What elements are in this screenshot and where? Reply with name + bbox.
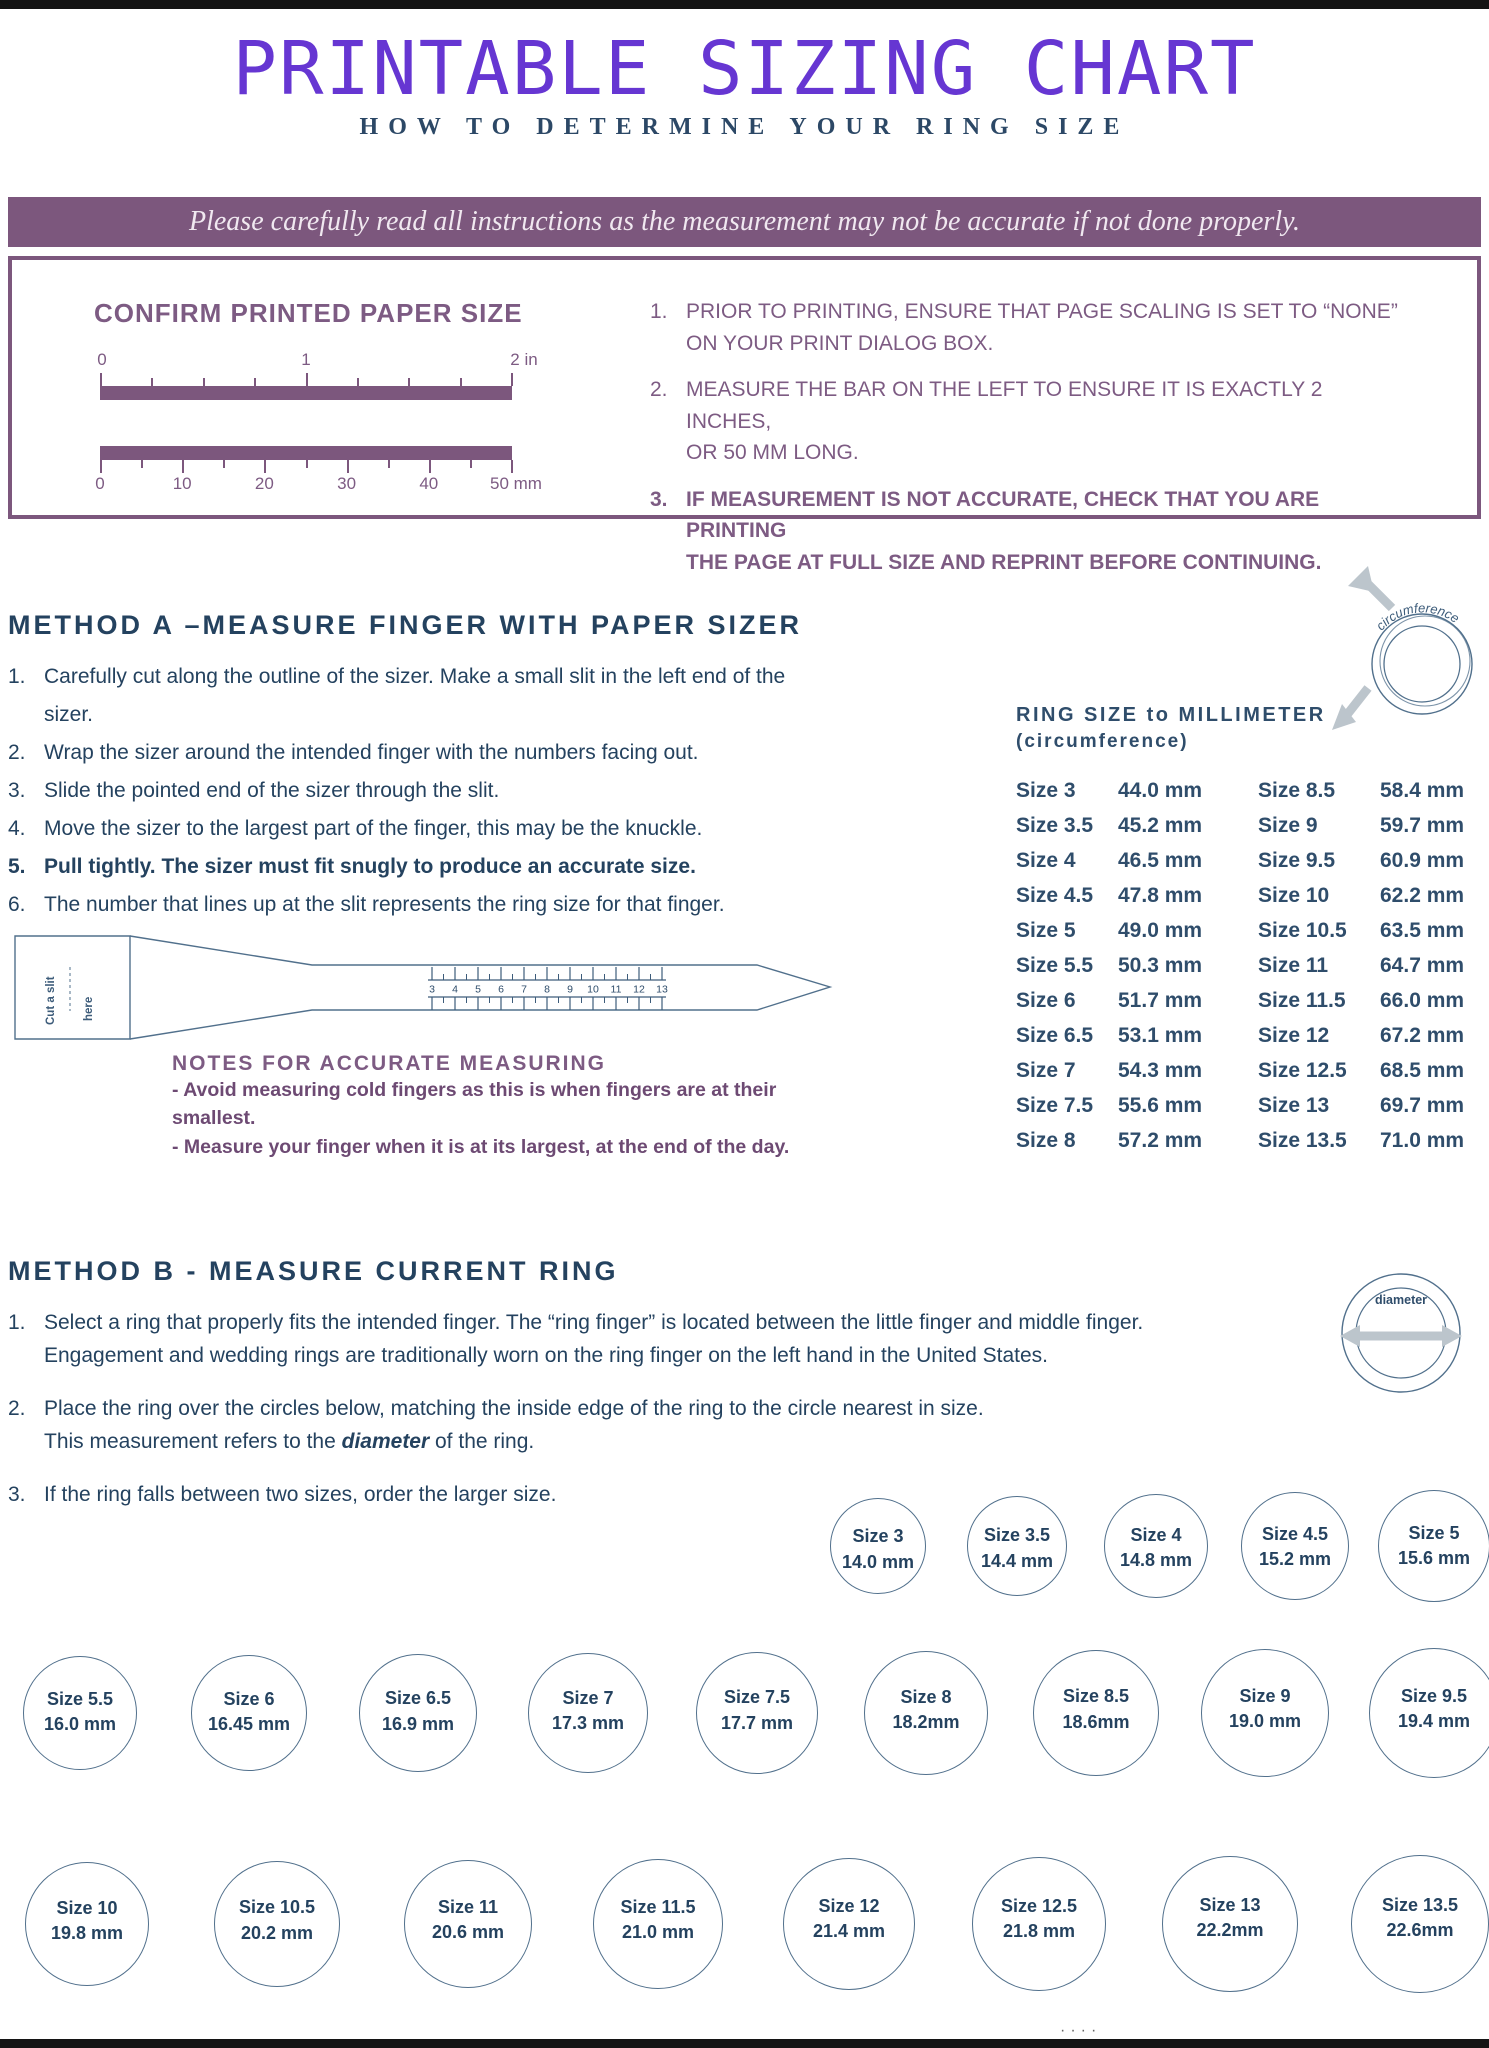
step-text: Wrap the sizer around the intended finger with the numbers facing out. (44, 741, 699, 764)
ring-circle-label (1242, 1522, 1348, 1572)
top-scan-bar (0, 0, 1489, 9)
step-number: 6. (8, 893, 26, 916)
ring-size-circle (404, 1860, 532, 1988)
ring-circle-size: Size 4 (1130, 1524, 1182, 1545)
ring-circle-mm: 14.0 mm (841, 1551, 915, 1572)
sizer-number: 7 (521, 983, 527, 996)
ring-circle-mm: 17.3 mm (551, 1713, 625, 1734)
ring-circle-mm: 19.4 mm (1397, 1710, 1471, 1731)
ring-size-circle (214, 1861, 340, 1987)
ruler-tick (141, 460, 143, 468)
sizer-ruler-scale (428, 967, 668, 1010)
ruler-tick (408, 378, 410, 386)
step-text (686, 484, 1410, 579)
ring-table-heading: RING SIZE to MILLIMETER (1016, 704, 1326, 726)
step-line: MEASURE THE BAR ON THE LEFT TO ENSURE IT IS EXACTLY 2 INCHES, (686, 378, 1323, 433)
method-b-heading: METHOD B - MEASURE CURRENT RING (8, 1256, 619, 1286)
ring-mm-cell: 58.4 mm (1380, 779, 1465, 802)
ring-size-circle (1369, 1648, 1489, 1778)
ring-size-circle (830, 1498, 926, 1594)
print-instruction-step (650, 374, 1410, 469)
ring-circle-mm: 17.7 mm (720, 1712, 794, 1733)
ring-circle-size: Size 10.5 (238, 1897, 316, 1918)
ring-circle-mm: 22.6mm (1386, 1919, 1454, 1940)
ring-circle-label (831, 1524, 925, 1574)
bottom-scan-bar (0, 2039, 1489, 2048)
ring-circle-mm: 14.8 mm (1119, 1549, 1193, 1570)
mm-ruler-bar (100, 446, 512, 460)
step-text (686, 296, 1398, 359)
ring-size-cell: Size 6.5 (1016, 1024, 1094, 1047)
ring-circle-size: Size 10 (56, 1897, 118, 1918)
ring-circle-size: Size 7.5 (723, 1687, 791, 1708)
inch-ruler-ticks (100, 372, 512, 386)
ruler-tick (306, 373, 308, 386)
paper-sizer-graphic (12, 933, 834, 1043)
ring-circle-size: Size 3 (852, 1526, 904, 1547)
ring-circle-label (865, 1685, 987, 1735)
ruler-tick (511, 460, 513, 473)
ring-size-cell: Size 4.5 (1016, 884, 1094, 907)
method-a-heading: METHOD A –MEASURE FINGER WITH PAPER SIZER (8, 610, 803, 640)
ring-circle-size: Size 8.5 (1062, 1686, 1130, 1707)
ring-size-circle (783, 1858, 915, 1990)
ring-circle-mm: 16.0 mm (43, 1714, 117, 1735)
mm-ruler-label: 50 mm (490, 474, 542, 493)
ring-mm-cell: 63.5 mm (1380, 919, 1465, 942)
circumference-label: circumference (1372, 600, 1463, 634)
sizer-number: 9 (567, 983, 573, 996)
ring-mm-cell: 64.7 mm (1380, 954, 1465, 977)
ring-circle-label (1034, 1684, 1158, 1734)
ruler-tick (254, 378, 256, 386)
ring-circle-mm: 20.2 mm (240, 1922, 314, 1943)
step-number: 1. (8, 1311, 26, 1334)
step-number: 2. (650, 378, 668, 401)
measuring-notes (172, 1052, 852, 1161)
step-text: Slide the pointed end of the sizer through the slit. (44, 779, 500, 802)
ring-size-circle (1351, 1855, 1489, 1993)
ruler-tick (203, 378, 205, 386)
step-number: 4. (8, 817, 26, 840)
mm-ruler-label: 40 (419, 474, 439, 493)
ring-size-cell: Size 13.5 (1258, 1129, 1347, 1152)
mm-ruler-labels (95, 474, 542, 494)
ring-size-circle (191, 1655, 307, 1771)
ring-circle-label (24, 1687, 136, 1737)
ring-size-circle (593, 1859, 723, 1989)
ring-size-cell: Size 10.5 (1258, 919, 1347, 942)
ring-circle-mm: 19.8 mm (50, 1923, 124, 1944)
ring-circle-label (360, 1686, 476, 1736)
ring-circle-label (594, 1895, 722, 1945)
ring-mm-cell: 59.7 mm (1380, 814, 1465, 837)
step-line: THE PAGE AT FULL SIZE AND REPRINT BEFORE CONTINUING. (686, 550, 1322, 574)
ruler-tick (460, 378, 462, 386)
step-text: Carefully cut along the outline of the sizer. Make a small slit in the left end of the sizer. (44, 665, 786, 726)
step-number: 2. (8, 741, 26, 764)
step-line: This measurement refers to the diameter of the ring. (44, 1430, 535, 1453)
ring-circle-mm: 16.9 mm (381, 1713, 455, 1734)
ring-mm-cell: 55.6 mm (1118, 1094, 1203, 1117)
ring-circle-label (1105, 1523, 1207, 1573)
ring-size-circle (972, 1857, 1106, 1991)
method-a-steps-list (8, 658, 808, 924)
ring-size-cell: Size 11 (1258, 954, 1329, 977)
ring-size-circle (1104, 1494, 1208, 1598)
ring-circle-mm: 20.6 mm (431, 1922, 505, 1943)
ring-size-circle (1378, 1490, 1489, 1602)
sizer-number: 11 (610, 983, 622, 996)
step-number: 5. (8, 855, 26, 878)
inch-ruler-label: 0 (97, 350, 107, 369)
mm-ruler-label: 0 (95, 474, 105, 493)
ring-circle-mm: 18.2mm (892, 1712, 960, 1733)
ring-circle-label (192, 1687, 306, 1737)
mm-ruler-label: 20 (254, 474, 274, 493)
step-number: 1. (8, 665, 26, 688)
ruler-tick (429, 460, 431, 473)
inch-ruler-label: 2 in (510, 350, 538, 369)
ring-circle-mm: 22.2mm (1196, 1920, 1264, 1941)
ring-circle-mm: 15.6 mm (1397, 1547, 1471, 1568)
ring-size-cell: Size 6 (1016, 989, 1076, 1012)
ring-size-cell: Size 5 (1016, 919, 1076, 942)
ring-size-cell: Size 8.5 (1258, 779, 1336, 802)
mm-ruler-ticks (100, 460, 512, 474)
ring-mm-cell: 46.5 mm (1118, 849, 1203, 872)
method-a-step (8, 658, 808, 734)
ring-circle-mm: 14.4 mm (980, 1550, 1054, 1571)
ring-circle-mm: 21.0 mm (621, 1921, 695, 1942)
ring-size-circle (359, 1654, 477, 1772)
ring-size-circle (1162, 1856, 1298, 1992)
ruler-tick (182, 460, 184, 473)
ring-size-cell: Size 3.5 (1016, 814, 1094, 837)
ring-size-table (1016, 704, 1488, 1153)
sizer-number: 3 (429, 983, 435, 996)
step-line: Select a ring that properly fits the intended finger. The “ring finger” is located between the little finger and middle finger. (44, 1311, 1144, 1334)
sizer-number: 8 (544, 983, 550, 996)
ring-mm-cell: 50.3 mm (1118, 954, 1203, 977)
ring-circle-label (405, 1895, 531, 1945)
ring-size-circle (1241, 1492, 1349, 1600)
ring-size-cell: Size 9.5 (1258, 849, 1336, 872)
ring-circle-mm: 16.45 mm (207, 1713, 291, 1734)
inch-ruler (97, 350, 538, 402)
step-text: Pull tightly. The sizer must fit snugly to produce an accurate size. (44, 855, 696, 878)
ring-mm-cell: 57.2 mm (1118, 1129, 1203, 1152)
ring-circle-size: Size 9 (1239, 1686, 1291, 1707)
ring-size-circle (967, 1496, 1067, 1596)
mm-ruler-label: 30 (337, 474, 357, 493)
ring-size-circle (864, 1651, 988, 1775)
ring-size-cell: Size 8 (1016, 1129, 1076, 1152)
ring-size-cell: Size 4 (1016, 849, 1076, 872)
ring-mm-cell: 44.0 mm (1118, 779, 1203, 802)
ring-size-cell: Size 13 (1258, 1094, 1330, 1117)
ruler-tick (100, 460, 102, 473)
ruler-tick (470, 460, 472, 468)
ring-circle-label (529, 1686, 647, 1736)
ring-circle-size: Size 5.5 (46, 1689, 114, 1710)
step-text: The number that lines up at the slit represents the ring size for that finger. (44, 893, 725, 916)
print-instruction-step (650, 484, 1410, 579)
sizer-number: 12 (633, 983, 645, 996)
step-line: ON YOUR PRINT DIALOG BOX. (686, 331, 994, 355)
note-line: - Measure your finger when it is at its largest, at the end of the day. (172, 1135, 790, 1158)
sizer-number: 4 (452, 983, 458, 996)
inch-ruler-labels (97, 350, 538, 370)
ring-mm-cell: 68.5 mm (1380, 1059, 1465, 1082)
note-line: - Avoid measuring cold fingers as this is when fingers are at their smallest. (172, 1079, 777, 1130)
step-line: Engagement and wedding rings are traditionally worn on the ring finger on the left hand in the United States. (44, 1344, 1048, 1367)
step-line: PRIOR TO PRINTING, ENSURE THAT PAGE SCALING IS SET TO “NONE” (686, 300, 1398, 323)
ring-circle-label (1352, 1893, 1488, 1943)
ring-circle-size: Size 6.5 (384, 1688, 452, 1709)
ring-size-circle (696, 1652, 818, 1774)
ring-circle-label (784, 1894, 914, 1944)
ring-circle-size: Size 7 (562, 1687, 614, 1708)
method-a-step (8, 848, 808, 886)
ring-mm-cell: 60.9 mm (1380, 849, 1465, 872)
step-text: Move the sizer to the largest part of the finger, this may be the knuckle. (44, 817, 703, 840)
ring-size-cell: Size 9 (1258, 814, 1318, 837)
inch-ruler-label: 1 (301, 350, 311, 369)
ring-circle-mm: 21.4 mm (812, 1921, 886, 1942)
ring-circle-label (1163, 1893, 1297, 1943)
method-b-step (8, 1392, 1268, 1458)
method-a-step (8, 772, 808, 810)
ruler-tick (223, 460, 225, 468)
ruler-tick (347, 460, 349, 473)
ring-circle-mm: 21.8 mm (1002, 1920, 1076, 1941)
ring-circle-mm: 18.6mm (1062, 1711, 1130, 1732)
ring-size-circle (23, 1656, 137, 1770)
step-text (44, 1392, 984, 1458)
ring-size-circle (528, 1653, 648, 1773)
ring-mm-cell: 45.2 mm (1118, 814, 1203, 837)
instruction-banner: Please carefully read all instructions as the measurement may not be accurate if not done properly. (8, 197, 1481, 247)
ring-size-cell: Size 7.5 (1016, 1094, 1094, 1117)
ring-mm-cell: 54.3 mm (1118, 1059, 1203, 1082)
ring-circle-size: Size 6 (223, 1688, 275, 1709)
ring-circle-size: Size 9.5 (1400, 1685, 1468, 1706)
ring-circle-size: Size 11.5 (620, 1896, 696, 1917)
ring-mm-cell: 53.1 mm (1118, 1024, 1203, 1047)
ruler-tick (151, 378, 153, 386)
mm-ruler-label: 10 (172, 474, 192, 493)
ring-circle-size: Size 13.5 (1381, 1894, 1459, 1915)
ring-mm-cell: 71.0 mm (1380, 1129, 1465, 1152)
step-text (686, 374, 1410, 469)
confirm-paper-size-box (8, 256, 1481, 574)
ring-circle-label (968, 1523, 1066, 1573)
ring-circle-size: Size 12.5 (1000, 1895, 1078, 1916)
sizer-number: 6 (498, 983, 504, 996)
confirm-box-heading: CONFIRM PRINTED PAPER SIZE (94, 298, 523, 328)
notes-heading: NOTES FOR ACCURATE MEASURING (172, 1052, 606, 1075)
step-number: 1. (650, 300, 668, 323)
ring-mm-cell: 67.2 mm (1380, 1024, 1465, 1047)
cut-a-slit-label: Cut a slit (45, 976, 57, 1025)
print-instruction-step (650, 296, 1410, 359)
ring-circle-size: Size 11 (437, 1897, 499, 1918)
method-a-step (8, 810, 808, 848)
ring-size-circle (25, 1862, 149, 1986)
ring-size-cell: Size 10 (1258, 884, 1330, 907)
ruler-tick (357, 378, 359, 386)
ruler-tick (511, 373, 513, 386)
ring-circle-size: Size 12 (818, 1896, 880, 1917)
step-line: If the ring falls between two sizes, order the larger size. (44, 1483, 557, 1506)
step-number: 3. (650, 487, 668, 511)
ring-circle-label (973, 1894, 1105, 1944)
ring-size-circle (1033, 1650, 1159, 1776)
ring-circle-label (1370, 1684, 1489, 1734)
ring-size-cell: Size 11.5 (1258, 989, 1346, 1012)
ring-size-circle (1201, 1649, 1329, 1777)
page-subtitle: HOW TO DETERMINE YOUR RING SIZE (359, 114, 1130, 140)
ring-size-cell: Size 7 (1016, 1059, 1076, 1082)
method-b-step (8, 1306, 1268, 1372)
ring-size-cell: Size 5.5 (1016, 954, 1094, 977)
ring-circle-label (215, 1895, 339, 1945)
method-a-step (8, 734, 808, 772)
mm-ruler (95, 446, 542, 506)
diameter-label: diameter (1374, 1293, 1428, 1307)
ruler-tick (100, 373, 102, 386)
ring-circle-size: Size 13 (1199, 1895, 1261, 1916)
sizer-number: 5 (475, 983, 481, 996)
ring-mm-cell: 51.7 mm (1118, 989, 1203, 1012)
ring-circle-mm: 19.0 mm (1228, 1711, 1302, 1732)
step-line: IF MEASUREMENT IS NOT ACCURATE, CHECK THAT YOU ARE PRINTING (686, 487, 1320, 542)
ring-circle-mm: 15.2 mm (1258, 1548, 1332, 1569)
step-number: 2. (8, 1397, 26, 1420)
ring-mm-cell: 49.0 mm (1118, 919, 1203, 942)
ring-table-subheading: (circumference) (1016, 731, 1189, 752)
ring-circle-label (697, 1685, 817, 1735)
step-text (44, 1478, 556, 1511)
step-number: 3. (8, 779, 26, 802)
ring-circle-label (1379, 1521, 1489, 1571)
ring-circle-size: Size 4.5 (1261, 1523, 1329, 1544)
ring-size-cell: Size 3 (1016, 779, 1076, 802)
page-title: PRINTABLE SIZING CHART (232, 26, 1257, 112)
ring-mm-cell: 66.0 mm (1380, 989, 1465, 1012)
here-label: here (83, 996, 95, 1021)
inch-ruler-bar (100, 386, 512, 400)
ring-table-grid (1016, 779, 1488, 1153)
ring-circle-size: Size 5 (1408, 1522, 1460, 1543)
sizer-number: 10 (587, 983, 599, 996)
ring-circle-size: Size 3.5 (983, 1525, 1051, 1546)
step-number: 3. (8, 1483, 26, 1506)
method-b-step (8, 1478, 1268, 1511)
print-instructions-list (650, 296, 1410, 593)
ring-circle-size: Size 8 (900, 1686, 952, 1707)
ring-size-cell: Size 12 (1258, 1024, 1330, 1047)
ring-circle-label (26, 1896, 148, 1946)
ring-mm-cell: 62.2 mm (1380, 884, 1465, 907)
step-text (44, 1306, 1143, 1372)
ruler-tick (388, 460, 390, 468)
footer-mark: ···· (1060, 2022, 1102, 2039)
sizer-number: 13 (656, 983, 668, 996)
diameter-ring-icon (1322, 1262, 1480, 1404)
step-line: OR 50 MM LONG. (686, 441, 859, 464)
ruler-tick (264, 460, 266, 473)
method-b-steps-list (8, 1306, 1268, 1531)
ring-mm-cell: 47.8 mm (1118, 884, 1203, 907)
step-line: Place the ring over the circles below, matching the inside edge of the ring to the circle nearest in size. (44, 1397, 984, 1420)
ring-size-cell: Size 12.5 (1258, 1059, 1347, 1082)
ring-circle-label (1202, 1684, 1328, 1734)
ruler-tick (306, 460, 308, 468)
method-a-step (8, 886, 808, 924)
ring-mm-cell: 69.7 mm (1380, 1094, 1465, 1117)
